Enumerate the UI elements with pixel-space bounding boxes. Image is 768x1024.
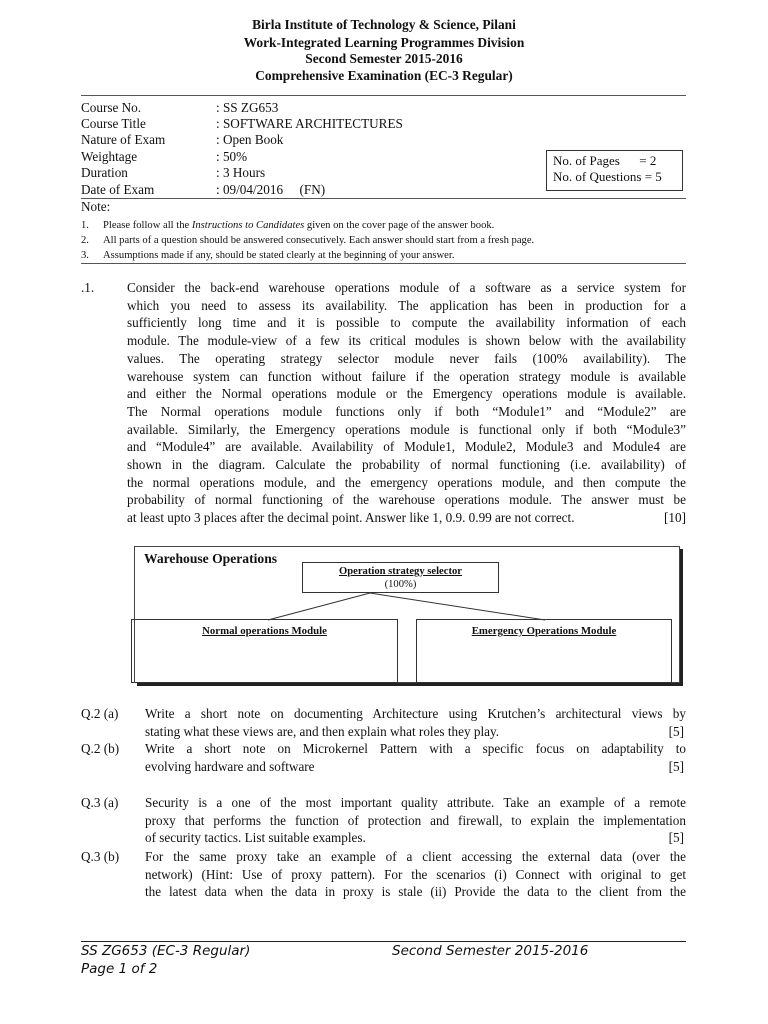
q1-line: shown in the diagram. Calculate the probability of normal functioning (i.e. availability) of: [127, 457, 686, 473]
q2b-label: Q.2 (b): [81, 741, 120, 756]
q2a-line-last: [145, 723, 686, 741]
q1-line: module. The module-view of a few its critical modules is shown below with the availability: [127, 333, 686, 349]
q3a-body: [145, 794, 686, 847]
meta-value-course-no: : SS ZG653: [216, 100, 279, 115]
q1-line: at least upto 3 places after the decimal point. Answer like 1, 0.9. 0.99 are not correct.: [127, 510, 575, 526]
q2a-line: Write a short note on documenting Architecture using Krutchen’s architectural views by: [145, 706, 686, 721]
q1-label: .1.: [81, 280, 95, 295]
institute-name: Birla Institute of Technology & Science, Pilani: [252, 17, 516, 32]
selector-label: Operation strategy selector: [339, 566, 462, 577]
q3b-body: [145, 848, 686, 901]
q2b-marks: [5]: [668, 758, 684, 774]
meta-label-duration: Duration: [81, 165, 128, 180]
footer-rule: [81, 941, 686, 942]
q2a-body: [145, 705, 686, 740]
q2a-line: stating what these views are, and then explain what roles they play.: [145, 723, 500, 739]
q2a-label: Q.2 (a): [81, 706, 119, 721]
emergency-operations-label: Emergency Operations Module: [471, 625, 617, 637]
division-name: Work-Integrated Learning Programmes Division: [243, 35, 525, 50]
q1-line: which you need to assess its availability. The application has been in production for a: [127, 297, 686, 313]
q3a-line: Security is a one of the most important quality attribute. Take an example of a remote: [145, 795, 686, 810]
q3a-line-last: [145, 829, 686, 847]
note-1-number: 1.: [81, 220, 89, 231]
note-3: Assumptions made if any, should be stated clearly at the beginning of your answer.: [103, 250, 455, 261]
emergency-operations-module-box: [416, 619, 672, 683]
q1-line: values. The operating strategy selector module never fails (100% availability). The: [127, 350, 686, 366]
meta-label-date: Date of Exam: [81, 182, 155, 197]
note-1-emphasis: Instructions to Candidates: [191, 220, 305, 231]
note-3-number: 3.: [81, 250, 89, 261]
q1-line: sufficiently long time and it is possible to compute the availability information of each: [127, 315, 686, 331]
q2b-body: [145, 740, 686, 775]
normal-operations-label: Normal operations Module: [202, 625, 327, 637]
q1-line: the normal operations module, and the emergency operations module, and then compute the: [127, 474, 686, 490]
note-1-post: given on the cover page of the answer book.: [304, 220, 495, 231]
meta-value-weightage: : 50%: [216, 149, 248, 164]
q1-line: Consider the back-end warehouse operations module of a software as a service system for: [127, 280, 686, 295]
meta-value-duration: : 3 Hours: [216, 165, 266, 180]
no-of-pages: No. of Pages = 2: [553, 153, 657, 168]
q1-marks: [10]: [664, 510, 686, 526]
no-of-questions: No. of Questions = 5: [553, 169, 662, 184]
q1-line: available. Similarly, the Emergency operations module is functional only if both “Module3”: [127, 421, 686, 437]
meta-label-weightage: Weightage: [81, 149, 138, 164]
diagram-title: Warehouse Operations: [144, 551, 278, 566]
connector-to-emergency: [370, 593, 545, 620]
q3a-line: proxy that performs the function of protection and firewall, to explain the implementation: [145, 812, 686, 828]
note-title: Note:: [81, 199, 111, 214]
q2b-line-last: [145, 758, 686, 776]
connector-to-normal: [268, 593, 370, 620]
q1-line: and either the Normal operations module or the Emergency operations module is available.: [127, 386, 686, 402]
q2b-line: evolving hardware and software: [145, 758, 315, 774]
footer-semester: Second Semester 2015-2016: [392, 943, 589, 959]
q3a-label: Q.3 (a): [81, 795, 119, 810]
meta-value-course-title: : SOFTWARE ARCHITECTURES: [216, 116, 403, 131]
q3a-line: of security tactics. List suitable examples.: [145, 830, 366, 846]
q1-line: The Normal operations module functions only if both “Module1” and “Module2” are: [127, 403, 686, 419]
normal-operations-module-box: [131, 619, 398, 683]
meta-label-course-title: Course Title: [81, 116, 146, 131]
q2b-line: Write a short note on Microkernel Pattern with a specific focus on adaptability to: [145, 741, 686, 756]
q3b-label: Q.3 (b): [81, 849, 120, 864]
note-2-number: 2.: [81, 235, 89, 246]
q1-line: and “Module4” are available. Availability of Module1, Module2, Module3 and Module4 are: [127, 439, 686, 455]
meta-value-nature: : Open Book: [216, 132, 284, 147]
meta-value-date: : 09/04/2016 (FN): [216, 182, 326, 197]
q2a-marks: [5]: [668, 723, 684, 739]
q3b-line: network) (Hint: Use of proxy pattern). For the scenarios (i) Connect with original to get: [145, 866, 686, 882]
exam-title: Comprehensive Examination (EC-3 Regular): [255, 68, 513, 83]
selector-availability: (100%): [384, 579, 417, 590]
q1-line: warehouse system can function without failure if the operation strategy module is available: [127, 368, 686, 384]
note-1-pre: Please follow all the: [103, 220, 192, 231]
note-2: All parts of a question should be answered consecutively. Each answer should start from a fresh page.: [103, 235, 535, 246]
meta-label-course-no: Course No.: [81, 100, 142, 115]
q3a-marks: [5]: [668, 830, 684, 846]
footer-course-code: SS ZG653 (EC-3 Regular): [81, 943, 251, 959]
q1-line: probability of normal functioning of the warehouse operations module. The answer must be: [127, 492, 686, 508]
meta-label-nature: Nature of Exam: [81, 132, 166, 147]
q3b-line: For the same proxy take an example of a client accessing the external data (over the: [145, 849, 686, 864]
footer-page-number: Page 1 of 2: [81, 961, 158, 977]
q3b-line: the latest data when the data in proxy is stale (ii) Provide the data to the client from the: [145, 884, 686, 900]
semester-title: Second Semester 2015-2016: [305, 51, 463, 66]
